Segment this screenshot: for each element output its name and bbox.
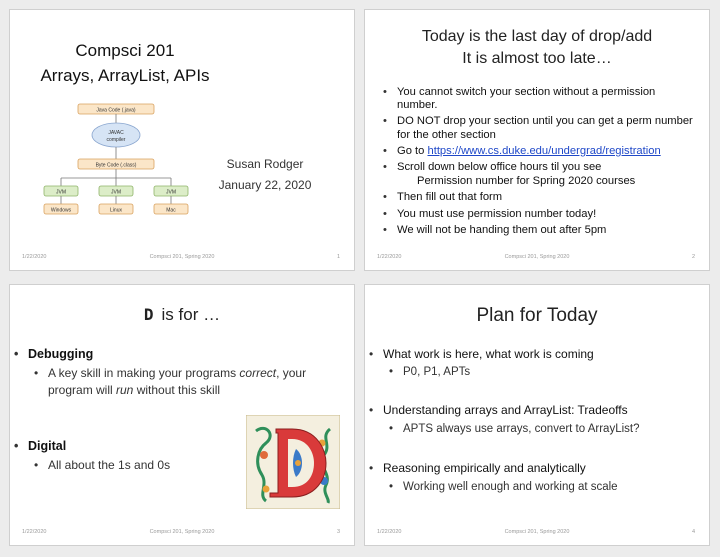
sub-bullet: A key skill in making your programs correct, your program will run without this skill xyxy=(48,366,307,397)
list-item: • We will not be handing them out after 5pm xyxy=(383,224,695,237)
title-text: is for … xyxy=(161,305,221,324)
slide-2[interactable] xyxy=(364,9,710,271)
footer-page-number: 2 xyxy=(691,254,695,260)
goto-prefix: Go to xyxy=(397,144,428,157)
list-item: • You must use permission number today! xyxy=(383,208,695,221)
decorative-letter-d-image xyxy=(246,415,340,509)
footer-course: Compsci 201, Spring 2020 xyxy=(504,254,570,260)
sub-bullet: All about the 1s and 0s xyxy=(48,458,171,472)
author-block xyxy=(200,154,330,196)
footer-course: Compsci 201, Spring 2020 xyxy=(149,254,215,260)
presentation-date: January 22, 2020 xyxy=(218,178,312,192)
jvm-label: JVM xyxy=(166,189,176,196)
slide-title: Plan for Today xyxy=(476,305,598,326)
list-item xyxy=(383,145,695,158)
footer-date: 1/22/2020 xyxy=(377,529,402,535)
list-item: • DO NOT drop your section until you can get a perm number for the other section xyxy=(383,115,695,141)
list-item: • You cannot switch your section without a permission number. xyxy=(383,86,695,112)
slide-footer xyxy=(10,254,354,264)
jvm-label: JVM xyxy=(111,189,121,196)
footer-course: Compsci 201, Spring 2020 xyxy=(149,529,215,535)
slide-title xyxy=(375,26,699,70)
jvm-compile-diagram xyxy=(36,102,196,234)
list-item: • Then fill out that form xyxy=(383,191,695,204)
footer-date: 1/22/2020 xyxy=(377,254,402,260)
list-item: • Scroll down below office hours til you see xyxy=(383,161,695,174)
byte-code-label: Byte Code (.class) xyxy=(95,162,137,169)
slide-1[interactable] xyxy=(9,9,355,271)
platform-windows-label: Windows xyxy=(50,207,72,214)
java-code-label: Java Code (.java) xyxy=(96,107,136,114)
sub-bullet: Working well enough and working at scale xyxy=(403,481,618,493)
bullet-heading: What work is here, what work is coming xyxy=(383,347,594,361)
title-line: Today is the last day of drop/add xyxy=(421,28,653,45)
slide-footer xyxy=(365,529,709,539)
title-line: Arrays, ArrayList, APIs xyxy=(40,66,210,85)
footer-page-number: 3 xyxy=(336,529,340,535)
bullet-list xyxy=(383,86,695,240)
footer-date: 1/22/2020 xyxy=(22,254,47,260)
slide-footer xyxy=(365,254,709,264)
author-name: Susan Rodger xyxy=(226,157,304,171)
footer-date: 1/22/2020 xyxy=(22,529,47,535)
sub-bullet: P0, P1, APTs xyxy=(403,366,471,378)
registration-link[interactable]: https://www.cs.duke.edu/undergrad/registration xyxy=(427,144,661,157)
title-line: Compsci 201 xyxy=(75,41,175,60)
footer-page-number: 1 xyxy=(336,254,340,260)
slide-footer xyxy=(10,529,354,539)
slide-title xyxy=(10,303,354,327)
javac-label: JAVAC xyxy=(108,130,124,136)
list-item-indented: Permission number for Spring 2020 courses xyxy=(417,175,636,188)
title-code-letter: D xyxy=(143,305,154,324)
footer-page-number: 4 xyxy=(691,529,695,535)
bullet-heading: Understanding arrays and ArrayList: Tradeoffs xyxy=(383,403,628,417)
slide-3[interactable] xyxy=(9,284,355,546)
slide-4[interactable] xyxy=(364,284,710,546)
platform-linux-label: Linux xyxy=(110,207,122,214)
compiler-label: compiler xyxy=(106,137,126,143)
bullet-heading: Digital xyxy=(28,439,67,453)
bullet-heading: Reasoning empirically and analytically xyxy=(383,461,586,475)
jvm-label: JVM xyxy=(56,189,66,196)
platform-mac-label: Mac xyxy=(166,207,176,214)
title-line: It is almost too late… xyxy=(462,50,612,67)
bullet-heading: Debugging xyxy=(28,347,94,361)
footer-course: Compsci 201, Spring 2020 xyxy=(504,529,570,535)
slide-title xyxy=(10,38,240,88)
sub-bullet: APTS always use arrays, convert to ArrayList? xyxy=(403,423,640,435)
